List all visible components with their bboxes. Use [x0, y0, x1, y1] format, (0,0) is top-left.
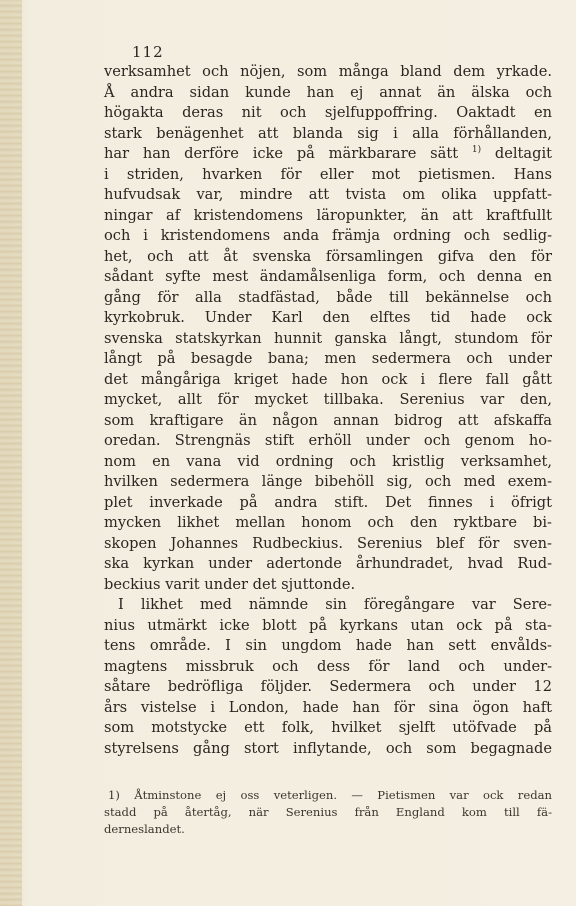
- footnote-marker: 1): [108, 788, 120, 802]
- text-line: styrelsens gång stort inflytande, och som begagnade: [104, 739, 552, 757]
- footnote-text: Åtminstone ej oss veterligen. — Pietismen var ock redan: [134, 788, 552, 802]
- text-line: högakta deras nit och sjelfuppoffring. Oaktadt en: [104, 104, 552, 121]
- text-line: i striden, hvarken för eller mot pietismen. Hans: [104, 165, 552, 183]
- text-line: långt på besagde bana; men sedermera och under: [104, 350, 552, 367]
- text-line: svenska statskyrkan hunnit ganska långt, stundom för: [104, 329, 552, 347]
- text-line: kyrkobruk. Under Karl den elftes tid hade ock: [104, 309, 552, 326]
- text-line: tens område. I sin ungdom hade han sett envålds-: [104, 637, 552, 654]
- page-binding-edge: [0, 0, 22, 906]
- footnote-reference[interactable]: 1): [471, 145, 482, 156]
- text-line: det mångåriga kriget hade hon ock i flere fall gått: [104, 370, 552, 388]
- footnote-line: stadd på återtåg, när Serenius från England kom till fä-: [104, 805, 552, 819]
- footnote-line: derneslandet.: [104, 822, 185, 836]
- text-line: sådant syfte mest ändamålsenliga form, och denna en: [104, 268, 552, 285]
- text-line: het, och att åt svenska församlingen gifva den för: [104, 247, 552, 265]
- text-line: ska kyrkan under adertonde århundradet, hvad Rud-: [104, 555, 552, 572]
- text-line: och i kristendomens anda främja ordning och sedlig-: [104, 227, 552, 244]
- body-text: [104, 62, 552, 759]
- footnotes: [104, 787, 552, 838]
- text-line: gång för alla stadfästad, både till bekännelse och: [104, 288, 552, 306]
- text-line-with-footnote-ref: [104, 144, 552, 165]
- text-line: såtare bedröfliga följder. Sedermera och under 12: [104, 678, 552, 695]
- text-line: som kraftigare än någon annan bidrog att afskaffa: [104, 411, 552, 429]
- text-line: skopen Johannes Rudbeckius. Serenius blef för sven-: [104, 534, 552, 552]
- text-line: hufvudsak var, mindre att tvista om olika uppfatt-: [104, 186, 552, 203]
- text-segment: deltagit: [494, 145, 552, 162]
- text-line: plet inverkade på andra stift. Det finnes i öfrigt: [104, 493, 552, 511]
- text-line: nius utmärkt icke blott på kyrkans utan ock på sta-: [104, 616, 552, 634]
- text-line: mycken likhet mellan honom och den ryktbare bi-: [104, 514, 552, 531]
- text-line: stark benägenhet att blanda sig i alla förhållanden,: [104, 124, 552, 142]
- text-line: verksamhet och nöjen, som många bland dem yrkade.: [104, 63, 552, 80]
- text-line: oredan. Strengnäs stift erhöll under och genom ho-: [104, 432, 552, 449]
- text-line: som motstycke ett folk, hvilket sjelft utöfvade på: [104, 719, 552, 736]
- text-line: hvilken sedermera länge bibehöll sig, och med exem-: [104, 473, 552, 490]
- text-line: magtens missbruk och dess för land och under-: [104, 657, 552, 675]
- text-line: års vistelse i London, hade han för sina ögon haft: [104, 698, 552, 716]
- text-segment: har han derföre icke på märkbarare sätt: [104, 145, 459, 162]
- text-line: I likhet med nämnde sin föregångare var Sere-: [118, 596, 552, 613]
- footnote-line: [104, 787, 552, 804]
- text-line: ningar af kristendomens läropunkter, än att kraftfullt: [104, 206, 552, 224]
- text-line: mycket, allt för mycket tillbaka. Serenius var den,: [104, 391, 552, 408]
- text-line: Å andra sidan kunde han ej annat än älska och: [104, 83, 552, 101]
- page-number: 112: [132, 43, 164, 61]
- text-line: nom en vana vid ordning och kristlig verksamhet,: [104, 452, 552, 470]
- text-line: beckius varit under det sjuttonde.: [104, 575, 356, 593]
